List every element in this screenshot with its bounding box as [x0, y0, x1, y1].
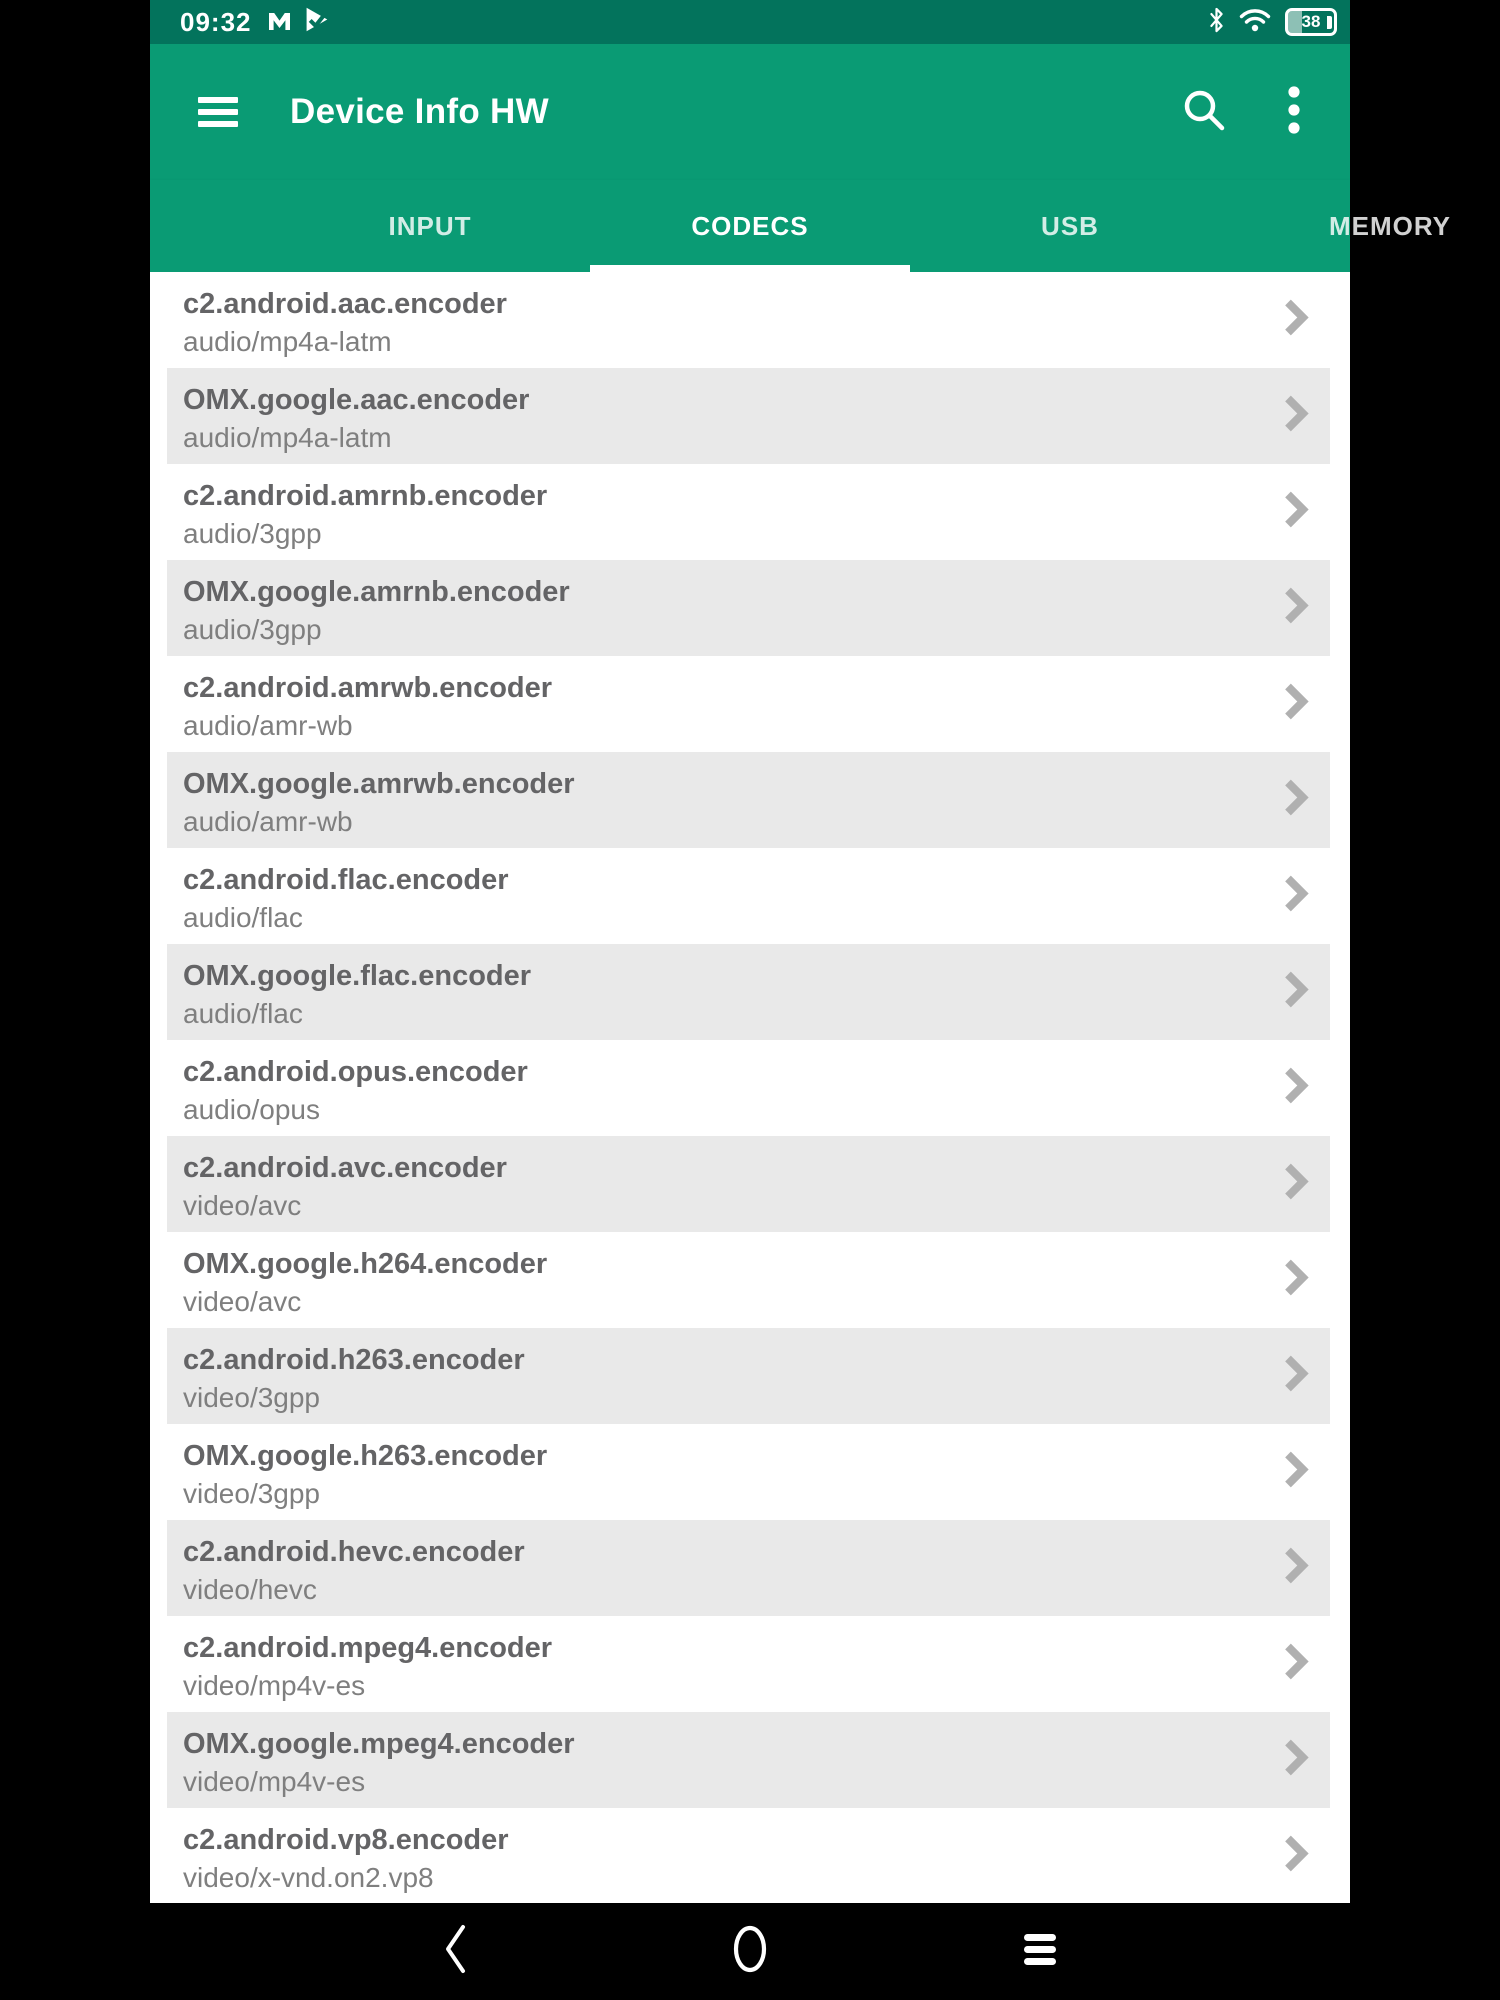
codec-list-item[interactable]: [167, 1232, 1330, 1328]
back-icon: [442, 1921, 468, 1982]
status-bar: [150, 0, 1350, 44]
navigation-bar: [150, 1903, 1350, 2000]
codec-mime-type: video/3gpp: [183, 1382, 321, 1413]
codec-list-item[interactable]: [167, 944, 1330, 1040]
chevron-right-icon: [1284, 1066, 1308, 1111]
codec-name: OMX.google.amrnb.encoder: [183, 576, 570, 608]
codec-name: c2.android.vp8.encoder: [183, 1824, 509, 1856]
system-icons: [1208, 6, 1332, 39]
codec-list-item[interactable]: [167, 464, 1330, 560]
codec-mime-type: audio/3gpp: [183, 614, 322, 645]
codec-name: c2.android.amrwb.encoder: [183, 672, 553, 704]
codec-name: OMX.google.h264.encoder: [183, 1248, 548, 1280]
app-bar: [150, 44, 1350, 180]
codec-mime-type: audio/mp4a-latm: [183, 422, 392, 453]
tab[interactable]: [910, 180, 1230, 272]
play-store-icon: [303, 6, 330, 38]
codec-list-item[interactable]: [167, 752, 1330, 848]
chevron-right-icon: [1284, 1354, 1308, 1399]
battery-icon: [1285, 8, 1332, 36]
tab[interactable]: [270, 180, 590, 272]
codec-list-item[interactable]: [167, 272, 1330, 368]
chevron-right-icon: [1284, 298, 1308, 343]
tab-label: INPUT: [388, 210, 472, 241]
battery-fill: [1288, 11, 1302, 33]
codec-mime-type: video/3gpp: [183, 1478, 321, 1509]
recents-icon: [1021, 1929, 1059, 1974]
codec-name: c2.android.avc.encoder: [183, 1152, 507, 1184]
codec-mime-type: audio/flac: [183, 998, 303, 1029]
codec-name: OMX.google.amrwb.encoder: [183, 768, 575, 800]
tab-label: USB: [1041, 210, 1099, 241]
codec-mime-type: audio/amr-wb: [183, 806, 353, 837]
codec-name: c2.android.aac.encoder: [183, 288, 507, 320]
bluetooth-icon: [1208, 6, 1225, 39]
chevron-right-icon: [1284, 1738, 1308, 1783]
chevron-right-icon: [1284, 682, 1308, 727]
codec-list-item[interactable]: [167, 560, 1330, 656]
overflow-icon: [1287, 85, 1301, 140]
wifi-icon: [1239, 7, 1271, 37]
codec-list-item[interactable]: [167, 1616, 1330, 1712]
codec-mime-type: audio/opus: [183, 1094, 321, 1125]
home-icon: [730, 1921, 770, 1982]
chevron-right-icon: [1284, 778, 1308, 823]
overflow-menu-button[interactable]: [1256, 74, 1332, 150]
codec-name: OMX.google.aac.encoder: [183, 384, 530, 416]
chevron-right-icon: [1284, 586, 1308, 631]
screen: [150, 0, 1452, 2000]
codec-mime-type: audio/amr-wb: [183, 710, 353, 741]
codec-name: c2.android.hevc.encoder: [183, 1536, 525, 1568]
codec-list: [150, 272, 1350, 1903]
codec-name: c2.android.amrnb.encoder: [183, 480, 548, 512]
codec-mime-type: audio/3gpp: [183, 518, 322, 549]
codec-list-item[interactable]: [167, 1136, 1330, 1232]
search-button[interactable]: [1166, 74, 1242, 150]
tab[interactable]: [590, 180, 910, 272]
search-icon: [1181, 87, 1227, 138]
codec-name: OMX.google.h263.encoder: [183, 1440, 548, 1472]
codec-list-item[interactable]: [167, 368, 1330, 464]
home-button[interactable]: [690, 1903, 810, 2000]
codec-name: c2.android.h263.encoder: [183, 1344, 525, 1376]
tab-bar: [150, 180, 1452, 272]
menu-icon[interactable]: [198, 97, 238, 127]
codec-mime-type: video/avc: [183, 1190, 302, 1221]
codec-name: c2.android.mpeg4.encoder: [183, 1632, 553, 1664]
tab[interactable]: [1230, 180, 1500, 272]
codec-mime-type: video/mp4v-es: [183, 1766, 366, 1797]
chevron-right-icon: [1284, 1546, 1308, 1591]
chevron-right-icon: [1284, 490, 1308, 535]
gmail-icon: [266, 6, 293, 38]
tab-label: MEMORY: [1328, 210, 1452, 241]
codec-mime-type: video/mp4v-es: [183, 1670, 366, 1701]
codec-name: c2.android.opus.encoder: [183, 1056, 528, 1088]
codec-mime-type: video/x-vnd.on2.vp8: [183, 1862, 434, 1893]
chevron-right-icon: [1284, 874, 1308, 919]
chevron-right-icon: [1284, 1258, 1308, 1303]
codec-list-item[interactable]: [167, 1712, 1330, 1808]
codec-list-item[interactable]: [167, 1424, 1330, 1520]
back-button[interactable]: [395, 1903, 515, 2000]
chevron-right-icon: [1284, 1642, 1308, 1687]
chevron-right-icon: [1284, 1450, 1308, 1495]
battery-level: 38: [1301, 12, 1321, 31]
recents-button[interactable]: [980, 1903, 1100, 2000]
notification-icons: [266, 6, 330, 38]
codec-mime-type: video/hevc: [183, 1574, 317, 1605]
codec-name: OMX.google.flac.encoder: [183, 960, 532, 992]
chevron-right-icon: [1284, 1162, 1308, 1207]
codec-mime-type: audio/mp4a-latm: [183, 326, 392, 357]
codec-list-item[interactable]: [167, 1808, 1330, 1904]
codec-list-item[interactable]: [167, 848, 1330, 944]
clock: 09:32: [180, 6, 252, 37]
chevron-right-icon: [1284, 1834, 1308, 1879]
codec-mime-type: audio/flac: [183, 902, 303, 933]
codec-name: c2.android.flac.encoder: [183, 864, 509, 896]
codec-mime-type: video/avc: [183, 1286, 302, 1317]
page-title: Device Info HW: [290, 92, 549, 131]
codec-name: OMX.google.mpeg4.encoder: [183, 1728, 575, 1760]
chevron-right-icon: [1284, 394, 1308, 439]
codec-list-item[interactable]: [167, 656, 1330, 752]
codec-list-item[interactable]: [167, 1520, 1330, 1616]
chevron-right-icon: [1284, 970, 1308, 1015]
codec-list-item[interactable]: [167, 1040, 1330, 1136]
codec-list-item[interactable]: [167, 1328, 1330, 1424]
tab-label: CODECS: [691, 210, 809, 241]
